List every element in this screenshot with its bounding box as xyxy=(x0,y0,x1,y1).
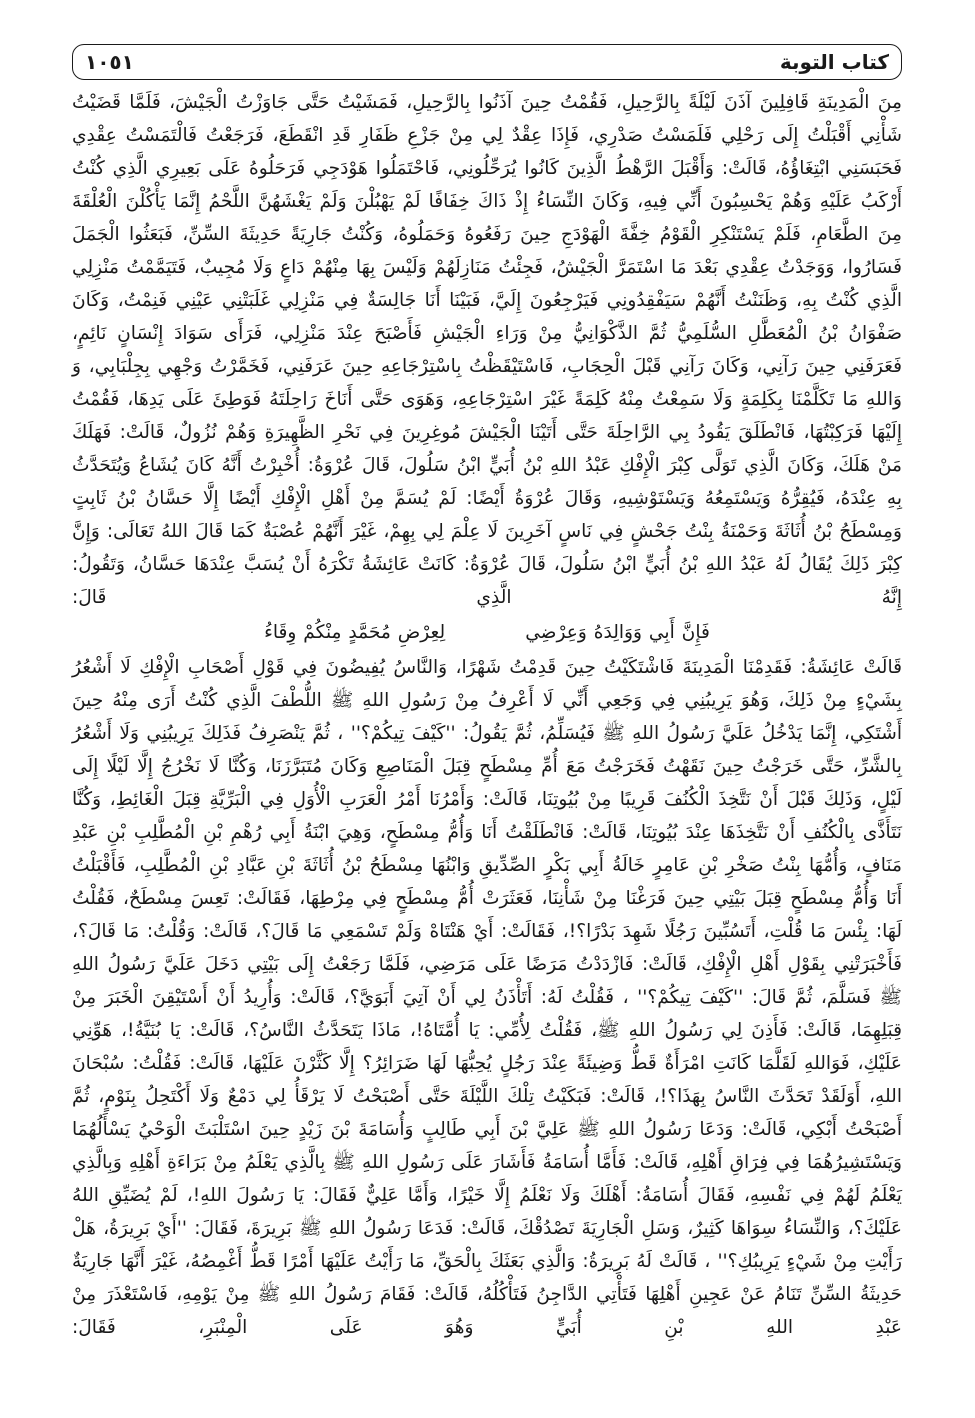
hadith-body xyxy=(72,86,902,1344)
poetry-verse xyxy=(72,616,902,649)
paragraph-1: مِنَ الْمَدِينَةِ قَافِلِينَ آذَنَ لَيْلَةً بِالرَّحِيلِ، فَقُمْتُ حِينَ آذَنُوا بِالرَّحِيلِ، فَمَشَيْتُ حَتَّى جَاوَزْتُ الْجَيْشَ، فَلَمَّا قَضَيْتُ شَأْنِي أَقْبَلْتُ إِلَى رَحْلِي فَلَمَسْتُ صَدْرِي، فَإِذَا عِقْدٌ لِي مِنْ جَزْعِ ظَفَارِ قَدِ انْقَطَعَ، فَرَجَعْتُ فَالْتَمَسْتُ عِقْدِي فَحَبَسَنِي ابْتِغَاؤُهُ، قَالَتْ: وَأَقْبَلَ الرَّهْطُ الَّذِينَ كَانُوا يُرَحِّلُونِي، فَاحْتَمَلُوا هَوْدَجِي فَرَحَلُوهُ عَلَى بَعِيرِي الَّذِي كُنْتُ أَرْكَبُ عَلَيْهِ وَهُمْ يَحْسِبُونَ أَنِّي فِيهِ، وَكَانَ النِّسَاءُ إِذْ ذَاكَ خِفَافًا لَمْ يَهْبُلْنَ وَلَمْ يَغْشَهُنَّ اللَّحْمُ إِنَّمَا يَأْكُلْنَ الْعُلْقَةَ مِنَ الطَّعَامِ، فَلَمْ يَسْتَنْكِرِ الْقَوْمُ خِفَّةَ الْهَوْدَجِ حِينَ رَفَعُوهُ وَحَمَلُوهُ، وَكُنْتُ جَارِيَةً حَدِيثَةَ السِّنِّ، فَبَعَثُوا الْجَمَلَ فَسَارُوا، وَوَجَدْتُ عِقْدِي بَعْدَ مَا اسْتَمَرَّ الْجَيْشُ، فَجِئْتُ مَنَازِلَهُمْ وَلَيْسَ بِهَا مِنْهُمْ دَاعٍ وَلَا مُجِيبٌ، فَتَيَمَّمْتُ مَنْزِلِي الَّذِي كُنْتُ بِهِ، وَظَنَنْتُ أَنَّهُمْ سَيَفْقِدُونِي فَيَرْجِعُونَ إِلَيَّ، فَبَيْنَا أَنَا جَالِسَةٌ فِي مَنْزِلِي غَلَبَتْنِي عَيْنِي فَنِمْتُ، وَكَانَ صَفْوَانُ بْنُ الْمُعَطَّلِ السُّلَمِيُّ ثُمَّ الذَّكْوَانِيُّ مِنْ وَرَاءِ الْجَيْشِ فَأَصْبَحَ عِنْدَ مَنْزِلِي، فَرَأَى سَوَادَ إِنْسَانٍ نَائِمٍ، فَعَرَفَنِي حِينَ رَآنِي، وَكَانَ رَآنِي قَبْلَ الْحِجَابِ، فَاسْتَيْقَظْتُ بِاسْتِرْجَاعِهِ حِينَ عَرَفَنِي، فَخَمَّرْتُ وَجْهِي بِجِلْبَابِي، وَ وَاللهِ مَا تَكَلَّمْنَا بِكَلِمَةٍ وَلَا سَمِعْتُ مِنْهُ كَلِمَةً غَيْرَ اسْتِرْجَاعِهِ، وَهَوَى حَتَّى أَنَاخَ رَاحِلَتَهُ فَوَطِئَ عَلَى يَدِهَا، فَقُمْتُ إِلَيْهَا فَرَكِبْتُهَا، فَانْطَلَقَ يَقُودُ بِي الرَّاحِلَةَ حَتَّى أَتَيْنَا الْجَيْشَ مُوغِرِينَ فِي نَحْرِ الظَّهِيرَةِ وَهُمْ نُزُولٌ، قَالَتْ: فَهَلَكَ مَنْ هَلَكَ، وَكَانَ الَّذِي تَوَلَّى كِبْرَ الْإِفْكِ عَبْدُ اللهِ بْنُ أُبَيٍّ ابْنُ سَلُولَ، قَالَ عُرْوَةُ: أُخْبِرْتُ أَنَّهُ كَانَ يُشَاعُ وَيُتَحَدَّثُ بِهِ عِنْدَهُ، فَيُقِرُّهُ وَيَسْتَمِعُهُ وَيَسْتَوْشِيهِ، وَقَالَ عُرْوَةُ أَيْضًا: لَمْ يُسَمَّ مِنْ أَهْلِ الْإِفْكِ أَيْضًا إِلَّا حَسَّانُ بْنُ ثَابِتٍ وَمِسْطَحُ بْنُ أُثَاثَةَ وَحَمْنَةُ بِنْتُ جَحْشٍ فِي نَاسٍ آخَرِينَ لَا عِلْمَ لِي بِهِمْ، غَيْرَ أَنَّهُمْ عُصْبَةٌ كَمَا قَالَ اللهُ تَعَالَى: وَإِنَّ كِبْرَ ذَلِكَ يُقَالُ لَهُ عَبْدُ اللهِ بْنُ أُبَيٍّ ابْنُ سَلُولَ، قَالَ عُرْوَةُ: كَانَتْ عَائِشَةُ تَكْرَهُ أَنْ يُسَبَّ عِنْدَهَا حَسَّانُ، وَتَقُولُ: إِنَّهُ الَّذِي قَالَ: xyxy=(72,92,902,608)
paragraph-2: قَالَتْ عَائِشَةُ: فَقَدِمْنَا الْمَدِينَةَ فَاشْتَكَيْتُ حِينَ قَدِمْتُ شَهْرًا، وَالنَّاسُ يُفِيضُونَ فِي قَوْلِ أَصْحَابِ الْإِفْكِ لَا أَشْعُرُ بِشَيْءٍ مِنْ ذَلِكَ، وَهُوَ يَرِيبُنِي فِي وَجَعِي أَنِّي لَا أَعْرِفُ مِنْ رَسُولِ اللهِ ﷺ اللُّطْفَ الَّذِي كُنْتُ أَرَى مِنْهُ حِينَ أَشْتَكِي، إِنَّمَا يَدْخُلُ عَلَيَّ رَسُولُ اللهِ ﷺ فَيُسَلِّمُ، ثُمَّ يَقُولُ: ''كَيْفَ تِيكُمْ؟'' ، ثُمَّ يَنْصَرِفُ فَذَلِكَ يَرِيبُنِي وَلَا أَشْعُرُ بِالشَّرِّ، حَتَّى خَرَجْتُ حِينَ نَقَهْتُ فَخَرَجْتُ مَعَ أُمِّ مِسْطَحٍ قِبَلَ الْمَنَاصِعِ وَكَانَ مُتَبَرَّزَنَا، وَكُنَّا لَا نَخْرُجُ إِلَّا لَيْلًا إِلَى لَيْلٍ، وَذَلِكَ قَبْلَ أَنْ نَتَّخِذَ الْكُنُفَ قَرِيبًا مِنْ بُيُوتِنَا، قَالَتْ: وَأَمْرُنَا أَمْرُ الْعَرَبِ الْأُوَلِ فِي الْبَرِّيَّةِ قِبَلَ الْغَائِطِ، وَكُنَّا نَتَأَذَّى بِالْكُنُفِ أَنْ نَتَّخِذَهَا عِنْدَ بُيُوتِنَا، قَالَتْ: فَانْطَلَقْتُ أَنَا وَأُمُّ مِسْطَحٍ، وَهِيَ ابْنَةُ أَبِي رُهْمِ بْنِ الْمُطَّلِبِ بْنِ عَبْدِ مَنَافٍ، وَأُمُّهَا بِنْتُ صَخْرِ بْنِ عَامِرٍ خَالَةُ أَبِي بَكْرٍ الصِّدِّيقِ وَابْنُهَا مِسْطَحُ بْنُ أُثَاثَةَ بْنِ عَبَّادِ بْنِ الْمُطَّلِبِ، فَأَقْبَلْتُ أَنَا وَأُمُّ مِسْطَحٍ قِبَلَ بَيْتِي حِينَ فَرَغْنَا مِنْ شَأْنِنَا، فَعَثَرَتْ أُمُّ مِسْطَحٍ فِي مِرْطِهَا، فَقَالَتْ: تَعِسَ مِسْطَحٌ، فَقُلْتُ لَهَا: بِئْسَ مَا قُلْتِ، أَتَسُبِّينَ رَجُلًا شَهِدَ بَدْرًا؟!، فَقَالَتْ: أَيْ هَنْتَاهْ وَلَمْ تَسْمَعِي مَا قَالَ؟، قَالَتْ: وَقُلْتُ: مَا قَالَ؟، فَأَخْبَرَتْنِي بِقَوْلِ أَهْلِ الْإِفْكِ، قَالَتْ: فَازْدَدْتُ مَرَضًا عَلَى مَرَضِي، فَلَمَّا رَجَعْتُ إِلَى بَيْتِي دَخَلَ عَلَيَّ رَسُولُ اللهِ ﷺ فَسَلَّمَ، ثُمَّ قَالَ: ''كَيْفَ تِيكُمْ؟'' ، فَقُلْتُ لَهُ: أَتَأْذَنُ لِي أَنْ آتِيَ أَبَوَيَّ؟، قَالَتْ: وَأُرِيدُ أَنْ أَسْتَيْقِنَ الْخَبَرَ مِنْ قِبَلِهِمَا، قَالَتْ: فَأَذِنَ لِي رَسُولُ اللهِ ﷺ، فَقُلْتُ لِأُمِّي: يَا أُمَّتَاهُ!، مَاذَا يَتَحَدَّثُ النَّاسُ؟، قَالَتْ: يَا بُنَيَّةُ!، هَوِّنِي عَلَيْكِ، فَوَاللهِ لَقَلَّمَا كَانَتِ امْرَأَةٌ قَطُّ وَضِيئَةً عِنْدَ رَجُلٍ يُحِبُّهَا لَهَا ضَرَائِرُ؟ إِلَّا كَثَّرْنَ عَلَيْهَا، قَالَتْ: فَقُلْتُ: سُبْحَانَ اللهِ، أَوَلَقَدْ تَحَدَّثَ النَّاسُ بِهَذَا؟!، قَالَتْ: فَبَكَيْتُ تِلْكَ اللَّيْلَةَ حَتَّى أَصْبَحْتُ لَا يَرْقَأُ لِي دَمْعٌ وَلَا أَكْتَحِلُ بِنَوْمٍ، ثُمَّ أَصْبَحْتُ أَبْكِي، قَالَتْ: وَدَعَا رَسُولُ اللهِ ﷺ عَلِيَّ بْنَ أَبِي طَالِبٍ وَأُسَامَةَ بْنَ زَيْدٍ حِينَ اسْتَلْبَثَ الْوَحْيُ يَسْأَلُهُمَا وَيَسْتَشِيرُهُمَا فِي فِرَاقِ أَهْلِهِ، قَالَتْ: فَأَمَّا أُسَامَةُ فَأَشَارَ عَلَى رَسُولِ اللهِ ﷺ بِالَّذِي يَعْلَمُ مِنْ بَرَاءَةِ أَهْلِهِ وَبِالَّذِي يَعْلَمُ لَهُمْ فِي نَفْسِهِ، فَقَالَ أُسَامَةُ: أَهْلَكَ وَلَا نَعْلَمُ إِلَّا خَيْرًا، وَأَمَّا عَلِيٌّ فَقَالَ: يَا رَسُولَ اللهِ!، لَمْ يُضَيِّقِ اللهُ عَلَيْكَ؟، وَالنِّسَاءُ سِوَاهَا كَثِيرٌ، وَسَلِ الْجَارِيَةَ تَصْدُقْكَ، قَالَتْ: فَدَعَا رَسُولُ اللهِ ﷺ بَرِيرَةَ، فَقَالَ: ''أَيْ بَرِيرَةُ، هَلْ رَأَيْتِ مِنْ شَيْءٍ يَرِيبُكِ؟'' ، قَالَتْ لَهُ بَرِيرَةُ: وَالَّذِي بَعَثَكَ بِالْحَقِّ، مَا رَأَيْتُ عَلَيْهَا أَمْرًا قَطُّ أَغْمِصُهُ، غَيْرَ أَنَّهَا جَارِيَةٌ حَدِيثَةُ السِّنِّ تَنَامُ عَنْ عَجِينِ أَهْلِهَا فَتَأْتِي الدَّاجِنُ فَتَأْكُلُهُ، قَالَتْ: فَقَامَ رَسُولُ اللهِ ﷺ مِنْ يَوْمِهِ، فَاسْتَعْذَرَ مِنْ عَبْدِ اللهِ بْنِ أُبَيٍّ وَهُوَ عَلَى الْمِنْبَرِ، فَقَالَ: xyxy=(72,657,902,1338)
book-page xyxy=(72,44,902,1384)
verse-second-hemistich: لِعِرْضِ مُحَمَّدٍ مِنْكُمْ وِقَاءُ xyxy=(264,622,446,643)
running-header xyxy=(72,44,902,80)
chapter-title: كتاب التوبة xyxy=(779,50,889,74)
verse-first-hemistich: فَإِنَّ أَبِي وَوَالِدَهُ وَعِرْضِي xyxy=(525,622,710,643)
page-number: ١٠٥١ xyxy=(85,50,134,74)
